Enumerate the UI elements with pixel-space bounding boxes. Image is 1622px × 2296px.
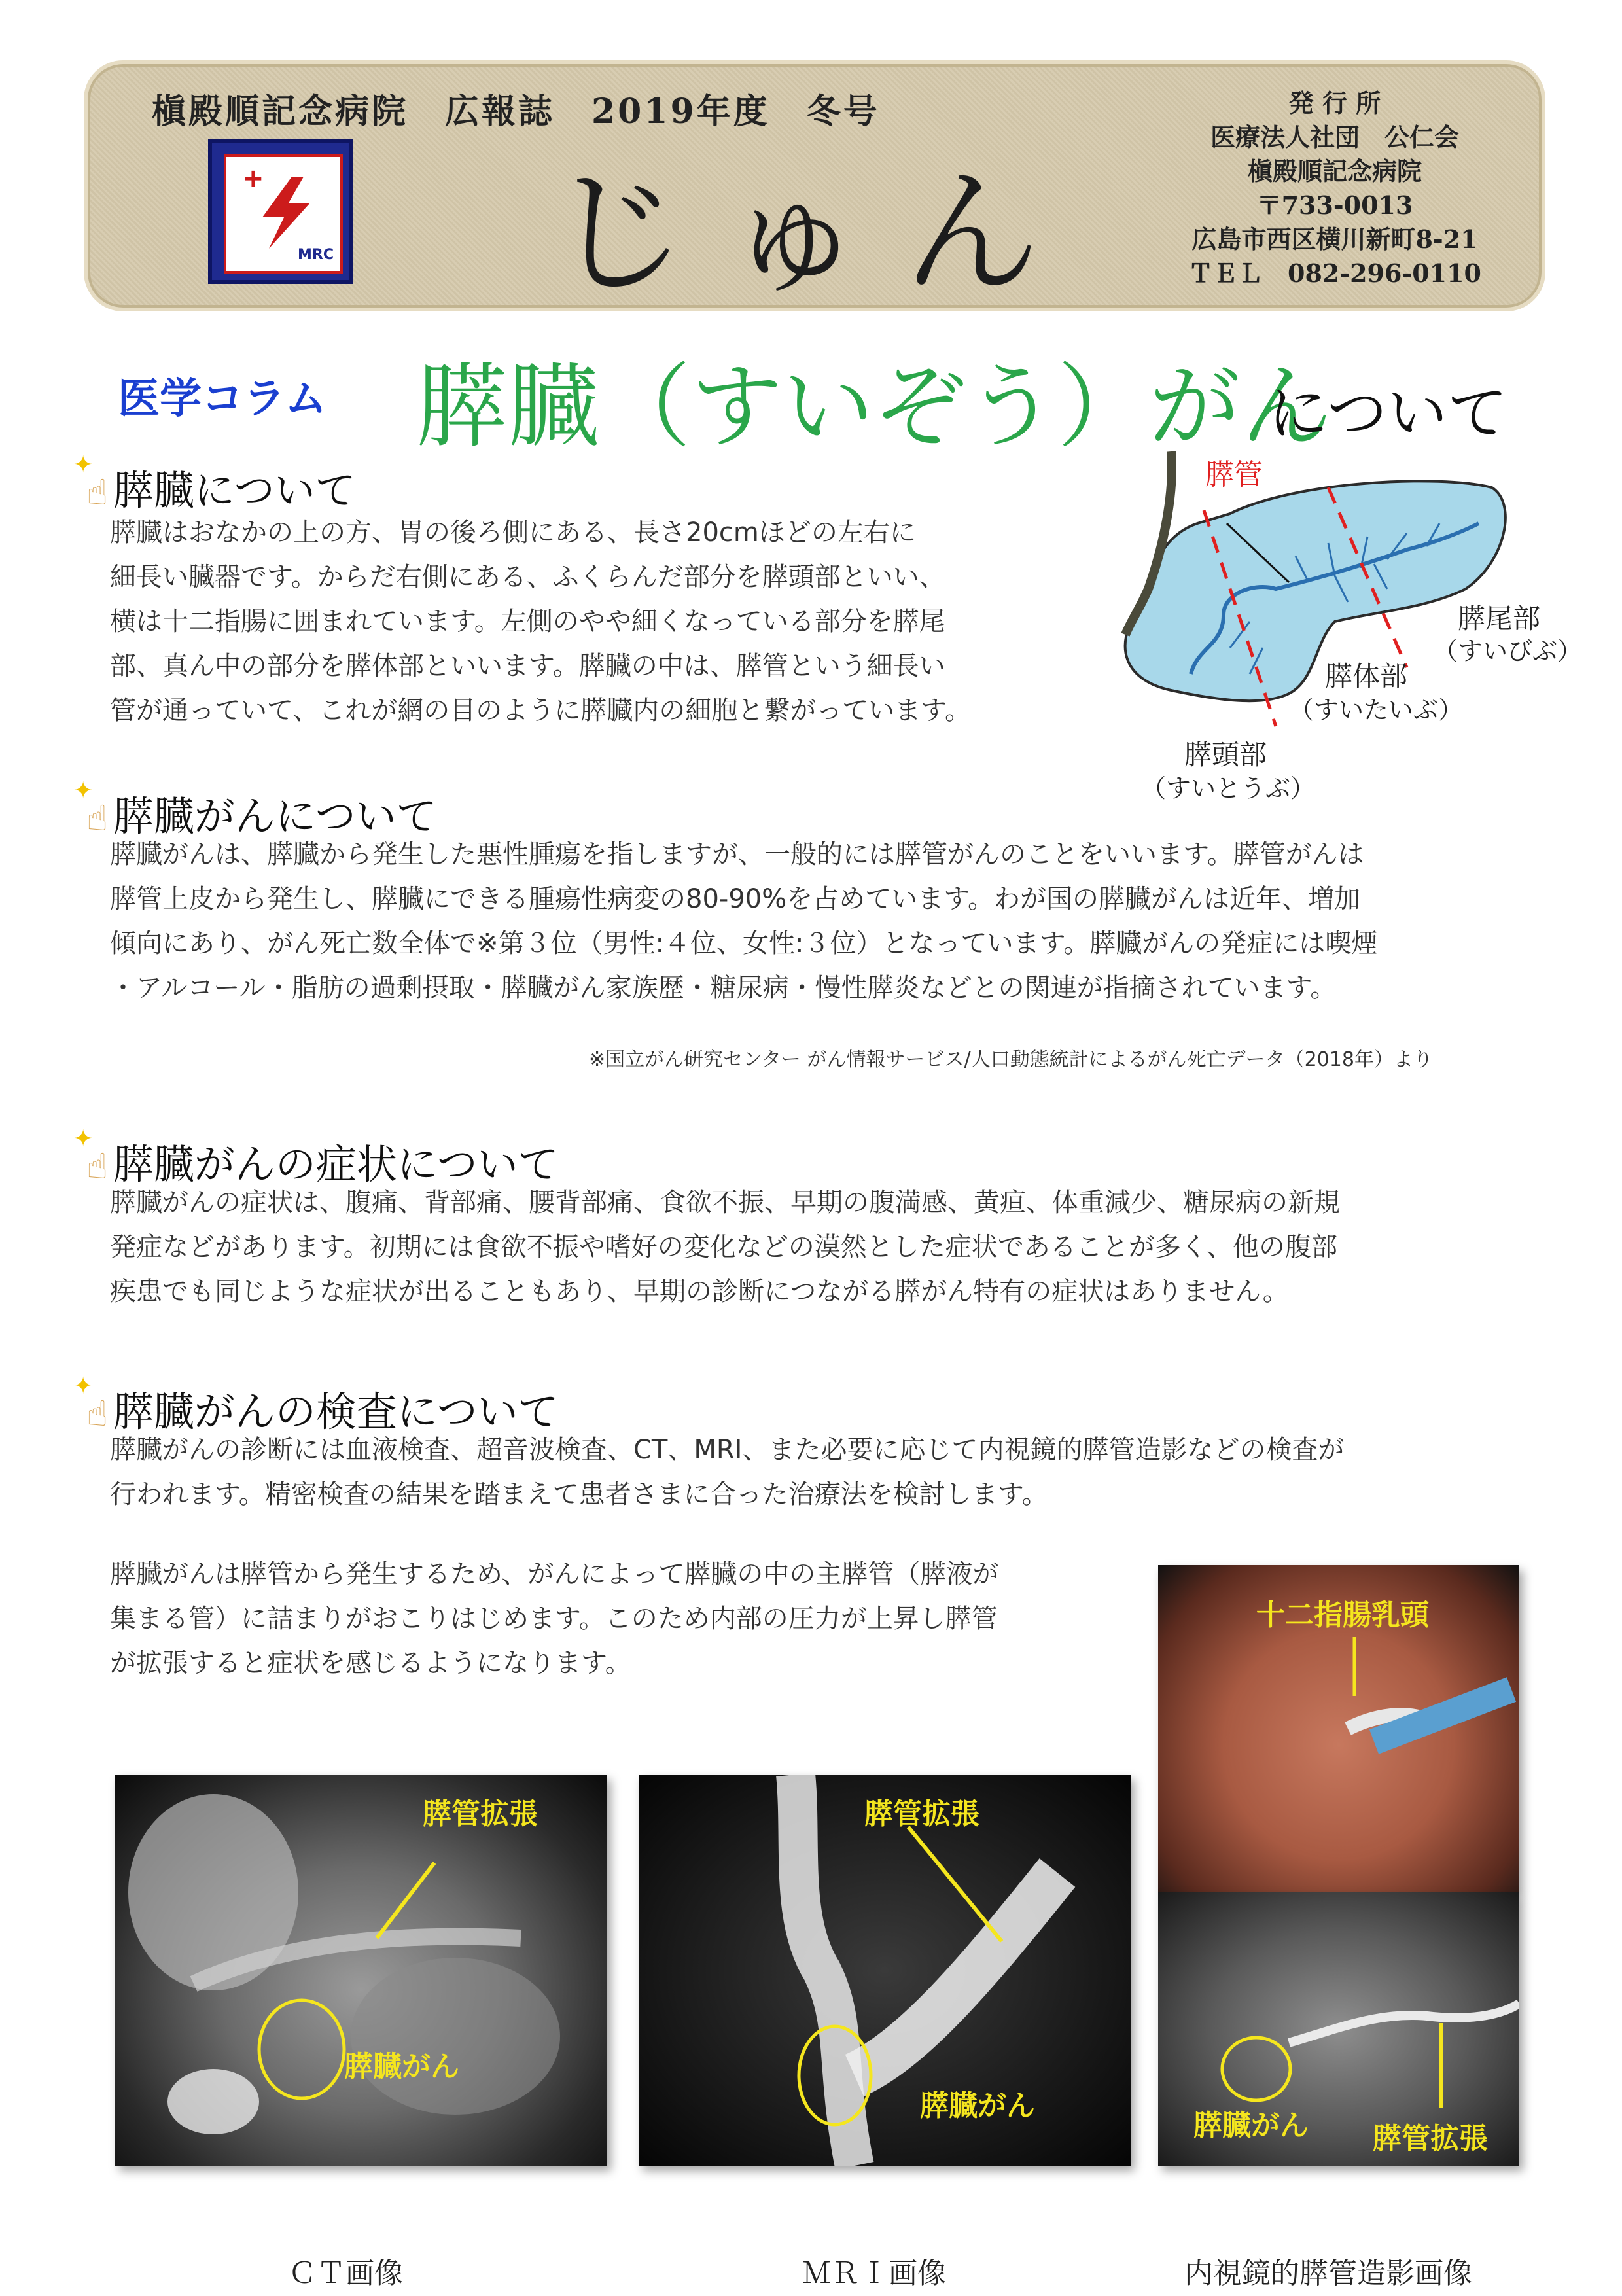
- pointing-hand-icon: ☝: [86, 472, 108, 513]
- publisher-line: 医療法人社団 公仁会: [1210, 122, 1459, 152]
- ercp-cancer-label: 膵臓がん: [1193, 2109, 1309, 2142]
- sparkle-icon: ✦: [73, 1125, 94, 1152]
- mri-dilation-label: 膵管拡張: [864, 1797, 979, 1831]
- lightning-icon: [253, 177, 318, 249]
- mri-image: [639, 1775, 1131, 2166]
- ercp-dilation-label: 膵管拡張: [1373, 2122, 1488, 2155]
- publisher-line: 広島市西区横川新町8-21: [1191, 224, 1478, 254]
- label-head: 膵頭部: [1184, 739, 1267, 771]
- label-head-reading: （すいとうぶ）: [1141, 774, 1316, 803]
- publisher-line: ＴＥＬ 082-296-0110: [1188, 258, 1481, 288]
- sparkle-icon: ✦: [73, 1373, 94, 1400]
- pointing-hand-icon: ☝: [86, 1146, 108, 1187]
- pointing-hand-icon: ☝: [86, 798, 108, 839]
- section-body: 膵臓はおなかの上の方、胃の後ろ側にある、長さ20cmほどの左右に 細長い臓器です。からだ右側にある、ふくらんだ部分を膵頭部といい、 横は十二指腸に囲まれています。左側のやや細くなっている部分を膵尾 部、真ん中の部分を膵体部といいます。膵臓の中は、膵管という細長い 管が通っていて、これが網の目のように膵臓内の細胞と繋がっています。: [110, 518, 971, 726]
- source-note: ※国立がん研究センター がん情報サービス/人口動態統計によるがん死亡データ（2018年）より: [589, 1048, 1433, 1071]
- publisher-line: 発 行 所: [1288, 88, 1381, 118]
- pancreas-shape: [1125, 481, 1506, 701]
- label-tail-reading: （すいびぶ）: [1433, 637, 1583, 665]
- mri-overlay: [639, 1775, 1131, 2166]
- logo-text: MRC: [298, 247, 334, 263]
- section-body: 膵臓がんは、膵臓から発生した悪性腫瘍を指しますが、一般的には膵管がんのことをいいます。膵管がんは 膵管上皮から発生し、膵臓にできる腫瘍性病変の80-90%を占めています。わが国の膵臓がんは近年、増加 傾向にあり、がん死亡数全体で※第３位（男性:４位、女性:３位）となっています。膵臓がんの発症には喫煙 ・アルコール・脂肪の過剰摂取・膵臓がん家族歴・糖尿病・慢性膵炎などとの関連が指摘されています。: [110, 839, 1378, 1003]
- publisher-line: 槇殿順記念病院: [1247, 156, 1422, 186]
- magazine-title: じゅん: [550, 153, 1080, 313]
- plus-icon: +: [242, 164, 264, 194]
- ercp-caption: 内視鏡的膵管造影画像: [1184, 2257, 1472, 2290]
- ct-caption: ＣＴ画像: [288, 2257, 403, 2290]
- hospital-logo: [208, 139, 353, 284]
- ct-image: [115, 1775, 607, 2166]
- pancreas-diagram: [1099, 451, 1583, 818]
- publisher-info: [1171, 86, 1498, 291]
- header-issue-line: 槇殿順記念病院 広報誌 2019年度 冬号: [152, 92, 880, 132]
- section-body: 膵臓がんの症状は、腹痛、背部痛、腰背部痛、食欲不振、早期の腹満感、黄疸、体重減少、糖尿病の新規 発症などがあります。初期には食欲不振や嗜好の変化などの漠然とした症状であることが多く、他の腹部 疾患でも同じような症状が出ることもあり、早期の診断につながる膵がん特有の症状はありません。: [110, 1188, 1340, 1307]
- page-title: 膵臓（すいぞう）がん: [416, 354, 1333, 461]
- ct-dilation-label: 膵管拡張: [423, 1797, 538, 1831]
- endoscopy-image: [1158, 1565, 1519, 1892]
- extra-paragraph: 膵臓がんは膵管から発生するため、がんによって膵臓の中の主膵管（膵液が 集まる管）に詰まりがおこりはじめます。このため内部の圧力が上昇し膵管 が拡張すると症状を感じるようになります。: [110, 1559, 999, 1678]
- ct-overlay: [115, 1775, 607, 2166]
- mri-cancer-label: 膵臓がん: [920, 2089, 1035, 2123]
- label-body: 膵体部: [1325, 660, 1408, 692]
- section-heading: ☝ 膵臓について: [86, 467, 356, 514]
- label-duct: 膵管: [1205, 458, 1263, 491]
- label-tail: 膵尾部: [1458, 603, 1541, 635]
- label-body-reading: （すいたいぶ）: [1289, 696, 1464, 724]
- publisher-line: 〒733-0013: [1256, 190, 1413, 220]
- mri-caption: ＭＲＩ画像: [802, 2257, 946, 2290]
- sparkle-icon: ✦: [73, 451, 94, 478]
- ercp-image: [1158, 1892, 1519, 2166]
- section-heading: ☝ 膵臓がんの症状について: [86, 1140, 559, 1188]
- ct-cancer-label: 膵臓がん: [344, 2050, 459, 2083]
- papilla-label: 十二指腸乳頭: [1256, 1598, 1429, 1632]
- page-title-tail: について: [1268, 378, 1508, 448]
- column-label: 医学コラム: [118, 375, 327, 423]
- section-heading: ☝ 膵臓がんについて: [86, 792, 437, 840]
- pointing-hand-icon: ☝: [86, 1393, 108, 1434]
- section-heading: ☝ 膵臓がんの検査について: [86, 1388, 559, 1436]
- section-body: 膵臓がんの診断には血液検査、超音波検査、CT、MRI、また必要に応じて内視鏡的膵管造影などの検査が 行われます。精密検査の結果を踏まえて患者さまに合った治療法を検討します。: [110, 1435, 1345, 1510]
- sparkle-icon: ✦: [73, 777, 94, 804]
